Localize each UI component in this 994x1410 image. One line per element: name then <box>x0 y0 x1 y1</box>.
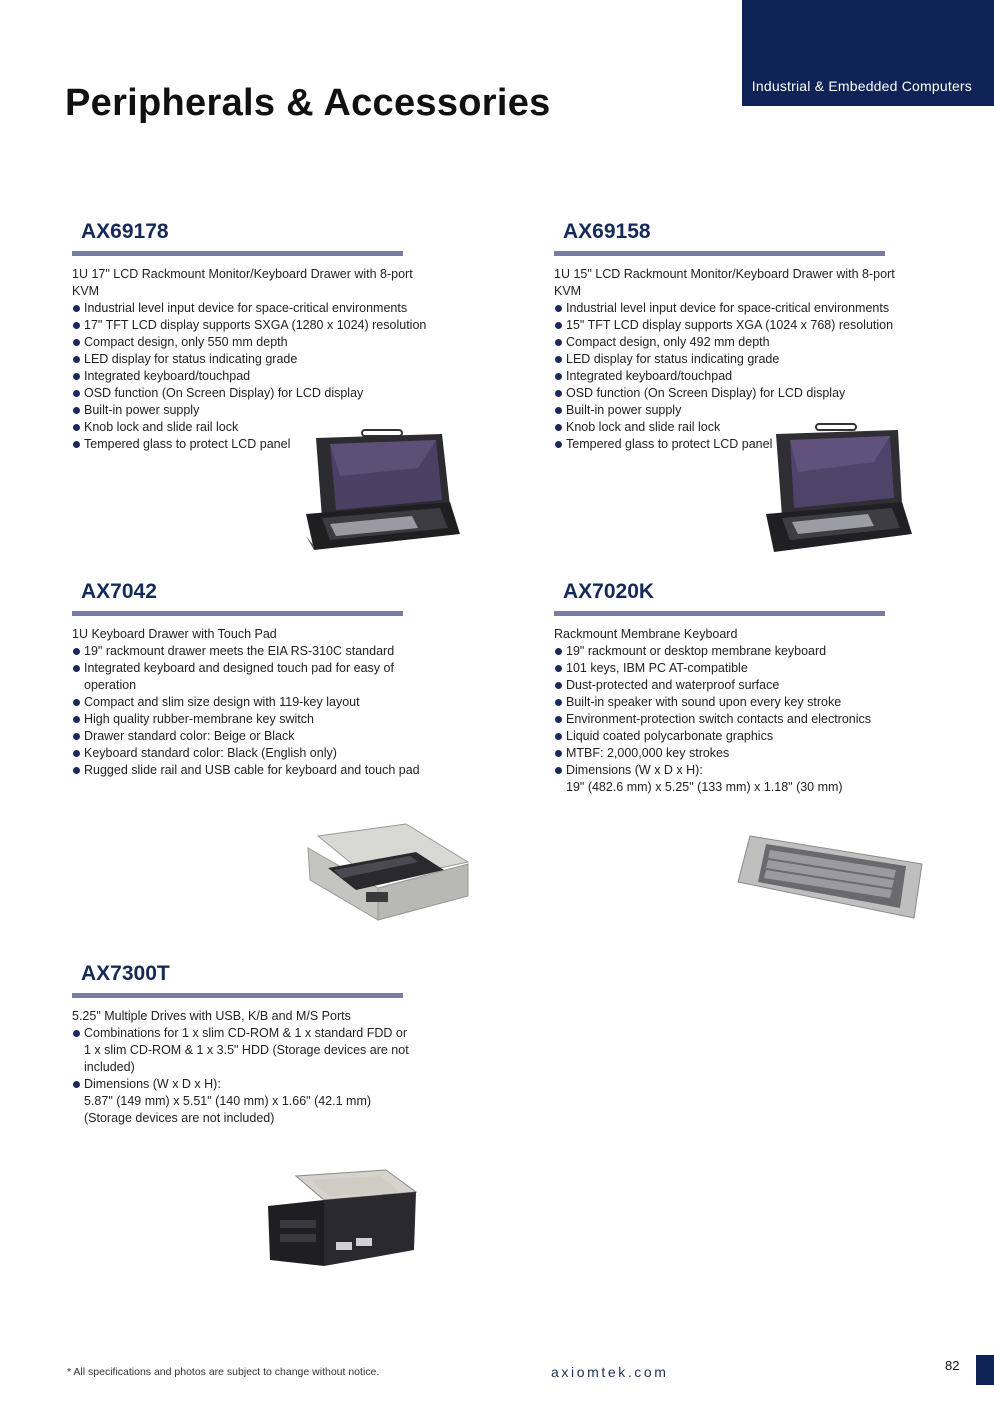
feature-item: Compact and slim size design with 119-key layout <box>72 694 432 711</box>
feature-item: Dust-protected and waterproof surface <box>554 677 914 694</box>
bullet-icon <box>73 648 80 655</box>
bullet-icon <box>73 373 80 380</box>
category-label: Industrial & Embedded Computers <box>751 78 972 94</box>
product-summary: Rackmount Membrane Keyboard <box>554 627 738 641</box>
section-rule <box>72 993 403 998</box>
bullet-icon <box>555 339 562 346</box>
bullet-icon <box>555 424 562 431</box>
product-ax7042 <box>72 578 432 779</box>
bullet-icon <box>555 665 562 672</box>
category-tab <box>742 0 994 106</box>
product-ax69178 <box>72 218 432 453</box>
page-title: Peripherals & Accessories <box>65 82 551 124</box>
disclaimer-note: * All specifications and photos are subject to change without notice. <box>67 1366 380 1378</box>
bullet-icon <box>73 665 80 672</box>
product-summary: 1U Keyboard Drawer with Touch Pad <box>72 627 277 641</box>
feature-item: Knob lock and slide rail lock <box>72 419 432 436</box>
bullet-icon <box>555 305 562 312</box>
bullet-icon <box>555 441 562 448</box>
feature-list <box>554 643 914 796</box>
product-name: AX7042 <box>81 580 157 603</box>
feature-item: Tempered glass to protect LCD panel <box>72 436 432 453</box>
feature-item: 19" rackmount or desktop membrane keyboard <box>554 643 914 660</box>
bullet-icon <box>555 373 562 380</box>
section-rule <box>554 251 885 256</box>
membrane-keyboard-photo <box>736 834 924 920</box>
bullet-icon <box>555 356 562 363</box>
drive-bay-photo <box>266 1168 418 1278</box>
feature-item: Integrated keyboard/touchpad <box>554 368 914 385</box>
feature-item: Knob lock and slide rail lock <box>554 419 914 436</box>
product-summary: 5.25" Multiple Drives with USB, K/B and M/S Ports <box>72 1009 351 1023</box>
feature-item: Built-in power supply <box>72 402 432 419</box>
feature-item: High quality rubber-membrane key switch <box>72 711 432 728</box>
product-summary: 1U 17" LCD Rackmount Monitor/Keyboard Drawer with 8-port KVM <box>72 267 413 298</box>
bullet-icon <box>555 767 562 774</box>
feature-item: Liquid coated polycarbonate graphics <box>554 728 914 745</box>
feature-item: Dimensions (W x D x H): 5.87" (149 mm) x 5.51" (140 mm) x 1.66" (42.1 mm) (Storage devices are not included) <box>72 1076 432 1127</box>
feature-item: Built-in speaker with sound upon every key stroke <box>554 694 914 711</box>
feature-item: Dimensions (W x D x H): 19" (482.6 mm) x 5.25" (133 mm) x 1.18" (30 mm) <box>554 762 914 796</box>
feature-item: 101 keys, IBM PC AT-compatible <box>554 660 914 677</box>
feature-list <box>72 1025 432 1127</box>
lcd-drawer-photo <box>300 428 462 552</box>
product-ax7020k <box>554 578 914 796</box>
product-name: AX69158 <box>563 220 651 243</box>
bullet-icon <box>73 322 80 329</box>
feature-item: 15" TFT LCD display supports XGA (1024 x 768) resolution <box>554 317 914 334</box>
feature-item: Compact design, only 550 mm depth <box>72 334 432 351</box>
bullet-icon <box>73 441 80 448</box>
product-ax7300t <box>72 960 432 1127</box>
website-url[interactable]: axiomtek.com <box>551 1364 669 1380</box>
bullet-icon <box>73 767 80 774</box>
bullet-icon <box>555 322 562 329</box>
product-name: AX7020K <box>563 580 655 603</box>
feature-item: Keyboard standard color: Black (English only) <box>72 745 432 762</box>
feature-item: Tempered glass to protect LCD panel <box>554 436 914 453</box>
bullet-icon <box>555 699 562 706</box>
product-summary: 1U 15" LCD Rackmount Monitor/Keyboard Drawer with 8-port KVM <box>554 267 895 298</box>
bullet-icon <box>73 1081 80 1088</box>
feature-item: Rugged slide rail and USB cable for keyboard and touch pad <box>72 762 432 779</box>
bullet-icon <box>73 750 80 757</box>
feature-item: OSD function (On Screen Display) for LCD display <box>72 385 432 402</box>
bullet-icon <box>555 682 562 689</box>
page-number: 82 <box>945 1358 960 1373</box>
bullet-icon <box>555 716 562 723</box>
bullet-icon <box>73 305 80 312</box>
bullet-icon <box>73 699 80 706</box>
feature-item: Environment-protection switch contacts and electronics <box>554 711 914 728</box>
feature-item: 19" rackmount drawer meets the EIA RS-310C standard <box>72 643 432 660</box>
feature-item: Compact design, only 492 mm depth <box>554 334 914 351</box>
feature-item: LED display for status indicating grade <box>554 351 914 368</box>
keyboard-drawer-photo <box>306 822 472 922</box>
bullet-icon <box>555 733 562 740</box>
bullet-icon <box>555 750 562 757</box>
product-name: AX69178 <box>81 220 169 243</box>
bullet-icon <box>555 390 562 397</box>
bullet-icon <box>555 407 562 414</box>
bullet-icon <box>73 1030 80 1037</box>
feature-item: Integrated keyboard and designed touch pad for easy of operation <box>72 660 432 694</box>
feature-item: Combinations for 1 x slim CD-ROM & 1 x standard FDD or 1 x slim CD-ROM & 1 x 3.5" HDD (Storage devices are not included) <box>72 1025 432 1076</box>
bullet-icon <box>73 424 80 431</box>
feature-item: OSD function (On Screen Display) for LCD display <box>554 385 914 402</box>
feature-item: Industrial level input device for space-critical environments <box>554 300 914 317</box>
feature-item: Integrated keyboard/touchpad <box>72 368 432 385</box>
bullet-icon <box>73 339 80 346</box>
section-rule <box>554 611 885 616</box>
bullet-icon <box>73 356 80 363</box>
bullet-icon <box>73 390 80 397</box>
bullet-icon <box>73 407 80 414</box>
feature-item: Drawer standard color: Beige or Black <box>72 728 432 745</box>
product-name: AX7300T <box>81 962 170 985</box>
bullet-icon <box>73 716 80 723</box>
section-rule <box>72 251 403 256</box>
bullet-icon <box>555 648 562 655</box>
page-marker <box>976 1355 994 1385</box>
feature-item: Built-in power supply <box>554 402 914 419</box>
section-rule <box>72 611 403 616</box>
feature-item: 17" TFT LCD display supports SXGA (1280 x 1024) resolution <box>72 317 432 334</box>
lcd-drawer-photo <box>762 422 914 554</box>
feature-list <box>72 643 432 779</box>
feature-item: MTBF: 2,000,000 key strokes <box>554 745 914 762</box>
product-ax69158 <box>554 218 914 453</box>
bullet-icon <box>73 733 80 740</box>
feature-item: LED display for status indicating grade <box>72 351 432 368</box>
feature-item: Industrial level input device for space-critical environments <box>72 300 432 317</box>
